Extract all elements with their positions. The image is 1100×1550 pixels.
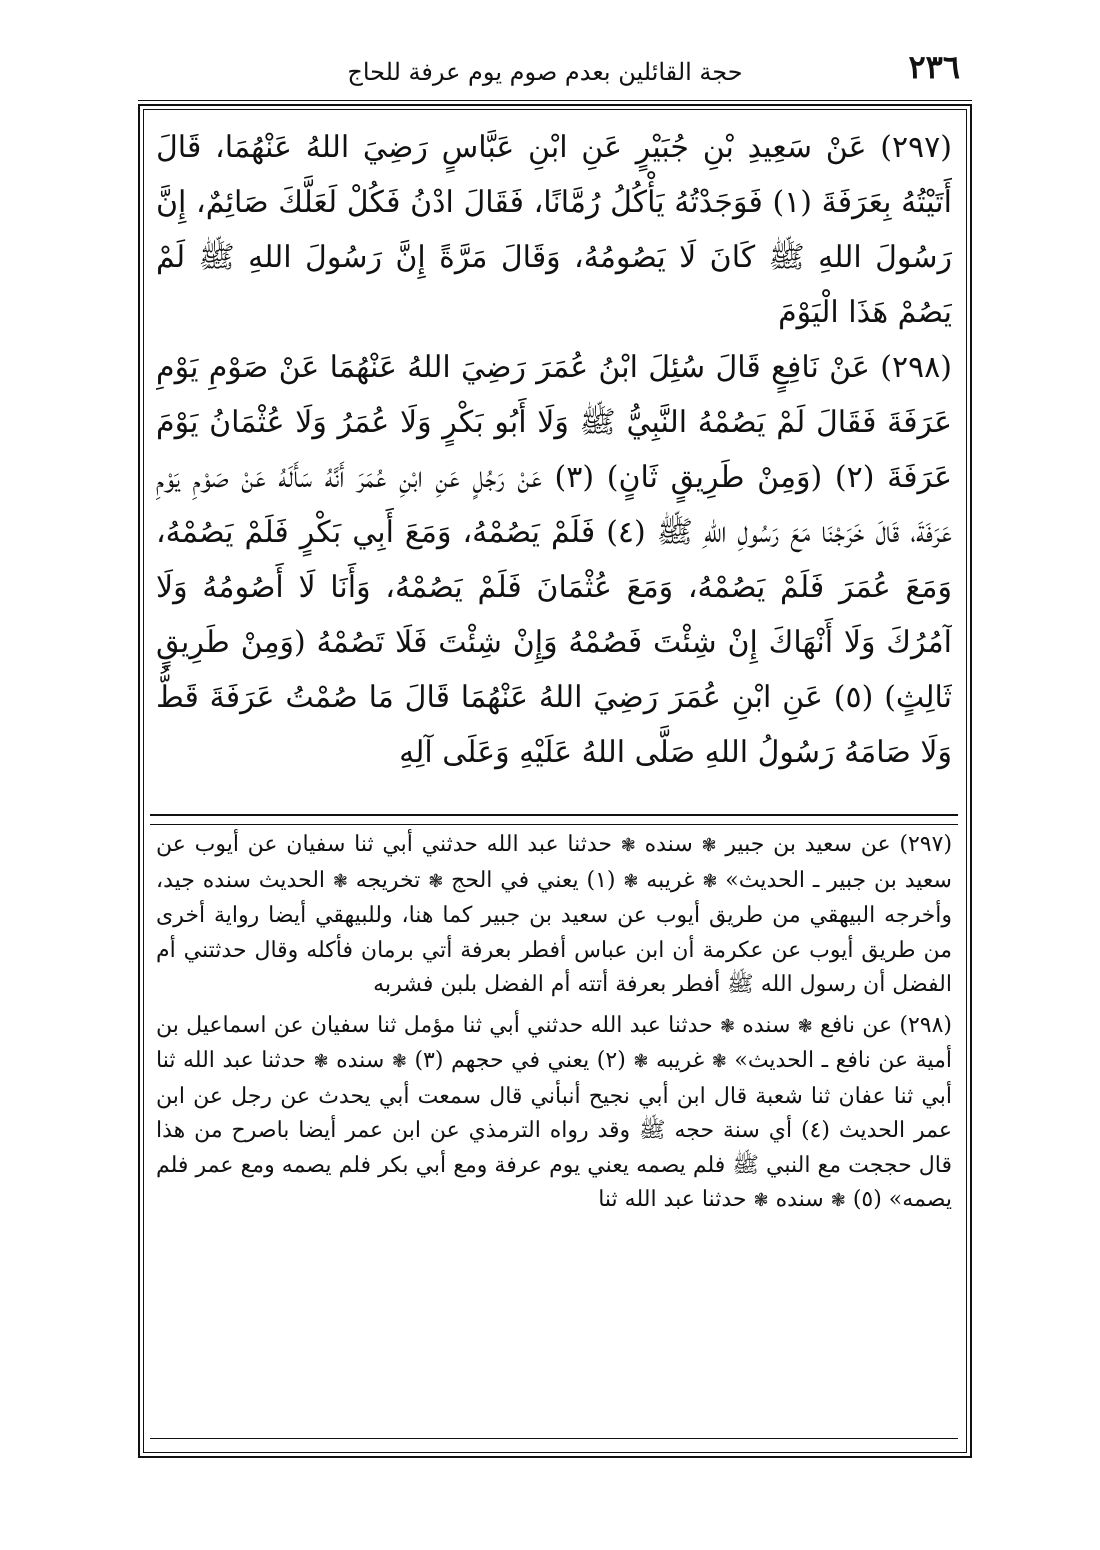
note-label: تخريجه — [355, 867, 421, 893]
ornament-icon: ❃ — [753, 1190, 769, 1211]
note-label: سنده — [644, 832, 693, 857]
note-text: حدثنا عبد الله حدثني أبي ثنا سفيان عن أيوب عن سعيد بن جبير ـ الحديث» — [156, 832, 952, 893]
note-298 — [156, 1009, 952, 1219]
hadith-298: (٢٩٨) عَنْ نَافِعٍ قَالَ سُئِلَ ابْنُ عُمَرَ رَضِيَ اللهُ عَنْهُمَا عَنْ صَوْمِ يَوْمِ عَرَفَةَ فَقَالَ لَمْ يَصُمْهُ النَّبِيُّ ﷺ وَلَا أَبُو بَكْرٍ وَلَا عُمَرُ وَلَا عُثْمَانُ يَوْمَ عَرَفَةَ (٢) (وَمِنْ طَرِيقٍ ثَانٍ) (٣) عَنْ رَجُلٍ عَنِ ابْنِ عُمَرَ أَنَّهُ سَأَلَهُ عَنْ صَوْمِ يَوْمِ عَرَفَةَ، قَالَ خَرَجْنَا مَعَ رَسُولِ اللهِ ﷺ (٤) فَلَمْ يَصُمْهُ، وَمَعَ أَبِي بَكْرٍ فَلَمْ يَصُمْهُ، وَمَعَ عُمَرَ فَلَمْ يَصُمْهُ، وَمَعَ عُثْمَانَ فَلَمْ يَصُمْهُ، وَأَنَا لَا أَصُومُهُ وَلَا آمُرُكَ وَلَا أَنْهَاكَ إِنْ شِئْتَ فَصُمْهُ وَإِنْ شِئْتَ فَلَا تَصُمْهُ (وَمِنْ طَرِيقٍ ثَالِثٍ) (٥) عَنِ ابْنِ عُمَرَ رَضِيَ اللهُ عَنْهُمَا قَالَ مَا صُمْتُ عَرَفَةَ قَطُّ وَلَا صَامَهُ رَسُولُ اللهِ صَلَّى اللهُ عَلَيْهِ وَعَلَى آلِهِ — [156, 350, 952, 770]
page-number: ٢٣٦ — [908, 48, 960, 86]
note-text: (١) يعني في الحج — [451, 867, 616, 893]
note-label: سنده — [742, 1012, 791, 1038]
hadith-297: (٢٩٧) عَنْ سَعِيدِ بْنِ جُبَيْرٍ عَنِ ابْنِ عَبَّاسٍ رَضِيَ اللهُ عَنْهُمَا، قَالَ أَتَيْتُهُ بِعَرَفَةَ (١) فَوَجَدْتُهُ يَأْكُلُ رُمَّانًا، فَقَالَ ادْنُ فَكُلْ لَعَلَّكَ صَائِمٌ، إِنَّ رَسُولَ اللهِ ﷺ كَانَ لَا يَصُومُهُ، وَقَالَ مَرَّةً إِنَّ رَسُولَ اللهِ ﷺ لَمْ يَصُمْ هَذَا الْيَوْمَ — [156, 130, 952, 330]
note-label: سنده — [775, 1187, 824, 1212]
ornament-icon: ❃ — [702, 870, 718, 892]
ornament-icon: ❃ — [830, 1190, 846, 1211]
note-text: حدثنا عبد الله ثنا — [598, 1187, 747, 1212]
hadith-text — [156, 120, 952, 800]
note-text: حدثنا عبد الله حدثني أبي ثنا مؤمل ثنا سفيان عن اسماعيل بن أمية عن نافع ـ الحديث» — [156, 1012, 952, 1073]
ornament-icon: ❃ — [620, 835, 636, 856]
ornament-icon: ❃ — [701, 835, 717, 856]
ornament-icon: ❃ — [428, 870, 444, 892]
note-297 — [156, 828, 952, 1003]
note-text: حدثنا عبد الله ثنا أبي ثنا عفان ثنا شعبة قال ابن أبي نجيح أنبأني قال سمعت أبي يحدث عن رجل عن ابن عمر الحديث (٤) أي سنة حجه ﷺ وقد رواه الترمذي عن ابن عمر أيضا باصرح من هذا قال حججت مع النبي ﷺ فلم يصمه يعني يوم عرفة ومع أبي بكر فلم يصمه ومع عمر فلم يصمه» (٥) — [156, 1048, 952, 1212]
note-text: (٢) يعني في حجهم (٣) — [414, 1048, 626, 1073]
ornament-icon: ❃ — [719, 1015, 736, 1037]
footer-rule — [150, 1438, 958, 1439]
page-header — [140, 48, 970, 98]
note-label: سنده — [336, 1048, 385, 1073]
note-label: غريبه — [646, 867, 695, 893]
running-title: حجة القائلين بعدم صوم يوم عرفة للحاج — [347, 58, 743, 86]
ornament-icon: ❃ — [633, 1051, 649, 1072]
note-ref: (٢٩٧) عن سعيد بن جبير — [725, 832, 952, 857]
header-rule — [138, 100, 972, 101]
ornament-icon: ❃ — [797, 1015, 813, 1037]
commentary — [156, 828, 952, 1438]
note-label: غريبه — [655, 1048, 705, 1073]
ornament-icon: ❃ — [623, 870, 639, 892]
ornament-icon: ❃ — [332, 870, 348, 892]
ornament-icon: ❃ — [313, 1051, 329, 1072]
note-ref: (٢٩٨) عن نافع — [819, 1012, 952, 1038]
ornament-icon: ❃ — [391, 1051, 407, 1072]
ornament-icon: ❃ — [711, 1051, 727, 1072]
footnote-divider — [150, 814, 958, 825]
note-text: الحديث سنده جيد، وأخرجه البيهقي من طريق أيوب عن سعيد بن جبير كما هنا، وللبيهقي أيضا رواية أخرى من طريق أيوب عن عكرمة أن ابن عباس أفطر بعرفة أتي برمان فأكله وقال حدثتني أم الفضل أن رسول الله ﷺ أفطر بعرفة أتته أم الفضل بلبن فشربه — [156, 867, 952, 997]
